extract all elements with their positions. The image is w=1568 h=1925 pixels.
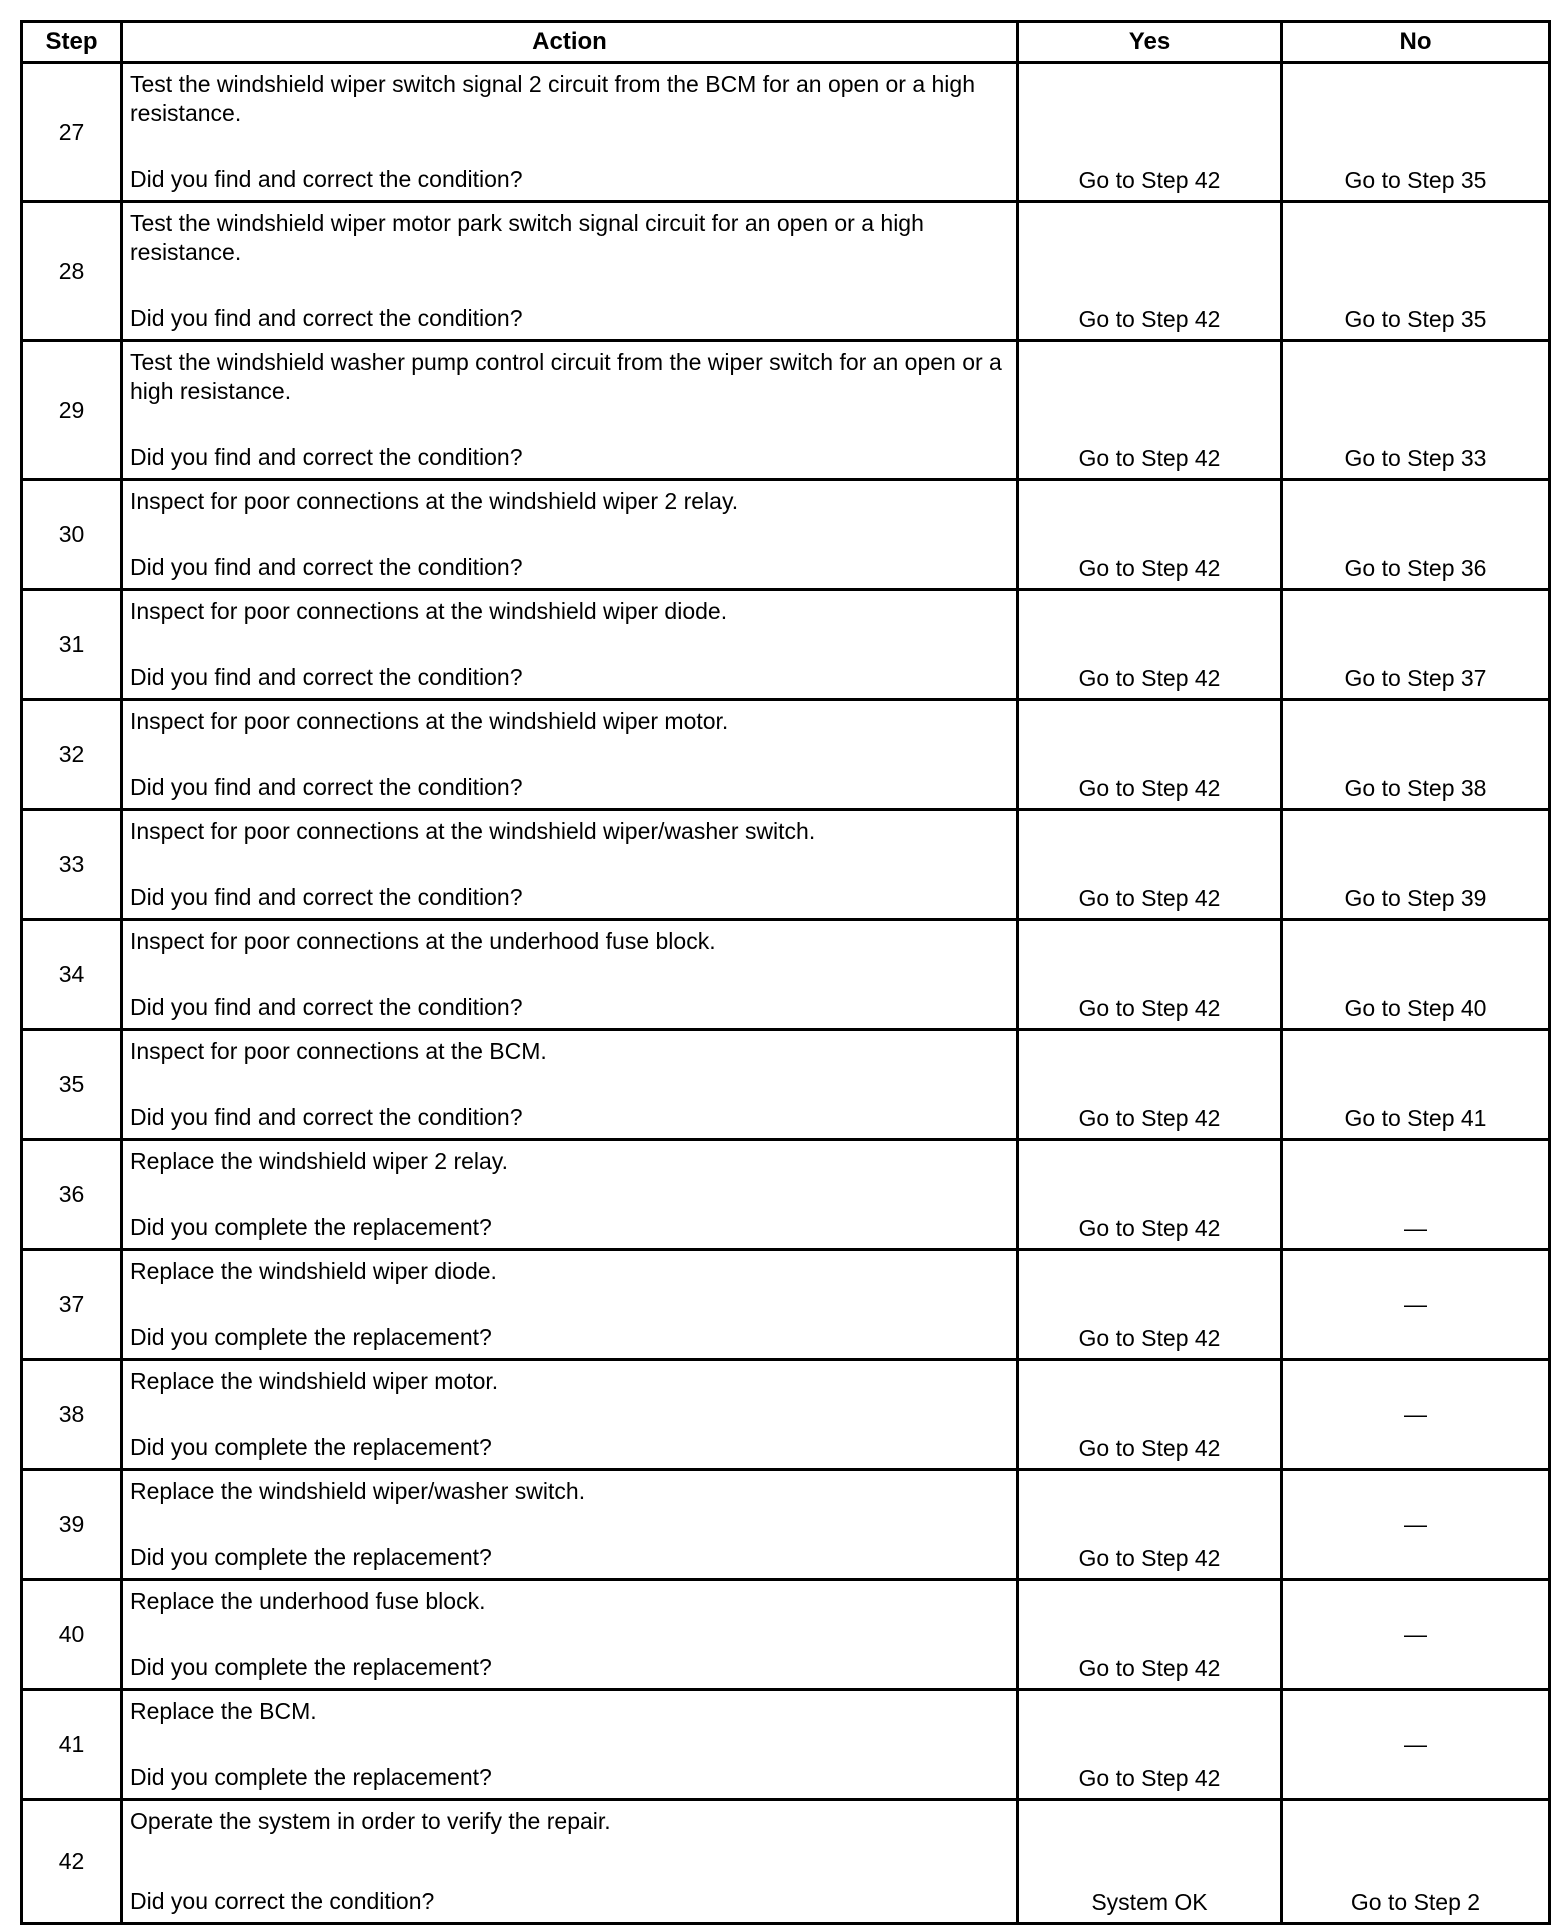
action-question: Did you complete the replacement? (130, 1544, 492, 1570)
table-row (22, 1470, 1550, 1580)
step-number: 40 (22, 1580, 122, 1690)
action-cell (122, 810, 1018, 920)
action-question: Did you find and correct the condition? (130, 554, 523, 580)
action-question: Did you correct the condition? (130, 1888, 435, 1914)
yes-result: Go to Step 42 (1018, 1250, 1282, 1360)
action-question: Did you find and correct the condition? (130, 166, 523, 192)
table-row (22, 341, 1550, 480)
step-number: 33 (22, 810, 122, 920)
action-instruction: Test the windshield washer pump control circuit from the wiper switch for an open or a high resistance. (130, 349, 1002, 404)
no-result: — (1282, 1250, 1550, 1360)
header-step: Step (22, 22, 122, 63)
action-instruction: Operate the system in order to verify the repair. (130, 1808, 611, 1834)
no-result: — (1282, 1360, 1550, 1470)
no-result: Go to Step 35 (1282, 63, 1550, 202)
table-row (22, 1030, 1550, 1140)
no-result: — (1282, 1470, 1550, 1580)
action-instruction: Replace the underhood fuse block. (130, 1588, 486, 1614)
action-cell (122, 590, 1018, 700)
action-cell (122, 700, 1018, 810)
step-number: 27 (22, 63, 122, 202)
action-instruction: Inspect for poor connections at the BCM. (130, 1038, 547, 1064)
step-number: 35 (22, 1030, 122, 1140)
yes-result: Go to Step 42 (1018, 63, 1282, 202)
yes-result: Go to Step 42 (1018, 700, 1282, 810)
table-header-row (22, 22, 1550, 63)
yes-result: Go to Step 42 (1018, 920, 1282, 1030)
table-row (22, 202, 1550, 341)
table-row (22, 1690, 1550, 1800)
step-number: 29 (22, 341, 122, 480)
diagnostic-steps-table (20, 20, 1551, 1925)
table-row (22, 1250, 1550, 1360)
yes-result: Go to Step 42 (1018, 1470, 1282, 1580)
action-instruction: Replace the windshield wiper/washer switch. (130, 1478, 586, 1504)
yes-result: Go to Step 42 (1018, 341, 1282, 480)
yes-result: Go to Step 42 (1018, 1030, 1282, 1140)
table-row (22, 590, 1550, 700)
no-result: Go to Step 37 (1282, 590, 1550, 700)
no-result: Go to Step 40 (1282, 920, 1550, 1030)
yes-result: Go to Step 42 (1018, 1690, 1282, 1800)
action-cell (122, 1140, 1018, 1250)
action-cell (122, 1030, 1018, 1140)
table-row (22, 63, 1550, 202)
yes-result: Go to Step 42 (1018, 1360, 1282, 1470)
header-no: No (1282, 22, 1550, 63)
table-row (22, 700, 1550, 810)
header-action: Action (122, 22, 1018, 63)
action-cell (122, 1250, 1018, 1360)
action-question: Did you find and correct the condition? (130, 994, 523, 1020)
table-row (22, 920, 1550, 1030)
no-result: Go to Step 35 (1282, 202, 1550, 341)
step-number: 34 (22, 920, 122, 1030)
step-number: 42 (22, 1800, 122, 1924)
action-cell (122, 1800, 1018, 1924)
action-instruction: Inspect for poor connections at the underhood fuse block. (130, 928, 716, 954)
action-instruction: Replace the windshield wiper 2 relay. (130, 1148, 508, 1174)
table-row (22, 810, 1550, 920)
table-row (22, 1580, 1550, 1690)
action-cell (122, 1690, 1018, 1800)
yes-result: Go to Step 42 (1018, 202, 1282, 341)
step-number: 37 (22, 1250, 122, 1360)
action-question: Did you find and correct the condition? (130, 884, 523, 910)
action-cell (122, 1580, 1018, 1690)
action-cell (122, 920, 1018, 1030)
table-row (22, 1800, 1550, 1924)
action-instruction: Replace the windshield wiper diode. (130, 1258, 497, 1284)
action-cell (122, 63, 1018, 202)
table-row (22, 480, 1550, 590)
action-question: Did you find and correct the condition? (130, 1104, 523, 1130)
step-number: 32 (22, 700, 122, 810)
step-number: 38 (22, 1360, 122, 1470)
step-number: 36 (22, 1140, 122, 1250)
no-result: Go to Step 36 (1282, 480, 1550, 590)
header-yes: Yes (1018, 22, 1282, 63)
no-result: — (1282, 1690, 1550, 1800)
yes-result: Go to Step 42 (1018, 590, 1282, 700)
step-number: 28 (22, 202, 122, 341)
no-result: — (1282, 1140, 1550, 1250)
yes-result: Go to Step 42 (1018, 1140, 1282, 1250)
no-result: Go to Step 2 (1282, 1800, 1550, 1924)
action-question: Did you find and correct the condition? (130, 305, 523, 331)
yes-result: Go to Step 42 (1018, 1580, 1282, 1690)
action-instruction: Replace the windshield wiper motor. (130, 1368, 499, 1394)
action-instruction: Inspect for poor connections at the windshield wiper 2 relay. (130, 488, 739, 514)
step-number: 31 (22, 590, 122, 700)
action-instruction: Inspect for poor connections at the windshield wiper diode. (130, 598, 728, 624)
step-number: 30 (22, 480, 122, 590)
action-cell (122, 1360, 1018, 1470)
no-result: Go to Step 38 (1282, 700, 1550, 810)
action-question: Did you find and correct the condition? (130, 774, 523, 800)
action-question: Did you complete the replacement? (130, 1214, 492, 1240)
no-result: — (1282, 1580, 1550, 1690)
table-row (22, 1140, 1550, 1250)
action-question: Did you find and correct the condition? (130, 664, 523, 690)
yes-result: System OK (1018, 1800, 1282, 1924)
action-question: Did you find and correct the condition? (130, 444, 523, 470)
action-question: Did you complete the replacement? (130, 1764, 492, 1790)
step-number: 41 (22, 1690, 122, 1800)
no-result: Go to Step 39 (1282, 810, 1550, 920)
no-result: Go to Step 41 (1282, 1030, 1550, 1140)
table-row (22, 1360, 1550, 1470)
yes-result: Go to Step 42 (1018, 480, 1282, 590)
action-instruction: Test the windshield wiper switch signal 2 circuit from the BCM for an open or a high resistance. (130, 71, 976, 126)
step-number: 39 (22, 1470, 122, 1580)
action-instruction: Replace the BCM. (130, 1698, 317, 1724)
action-cell (122, 480, 1018, 590)
no-result: Go to Step 33 (1282, 341, 1550, 480)
action-cell (122, 341, 1018, 480)
action-instruction: Test the windshield wiper motor park switch signal circuit for an open or a high resistance. (130, 210, 924, 265)
action-instruction: Inspect for poor connections at the windshield wiper/washer switch. (130, 818, 816, 844)
action-cell (122, 1470, 1018, 1580)
yes-result: Go to Step 42 (1018, 810, 1282, 920)
action-cell (122, 202, 1018, 341)
action-question: Did you complete the replacement? (130, 1434, 492, 1460)
action-question: Did you complete the replacement? (130, 1324, 492, 1350)
action-instruction: Inspect for poor connections at the windshield wiper motor. (130, 708, 729, 734)
action-question: Did you complete the replacement? (130, 1654, 492, 1680)
